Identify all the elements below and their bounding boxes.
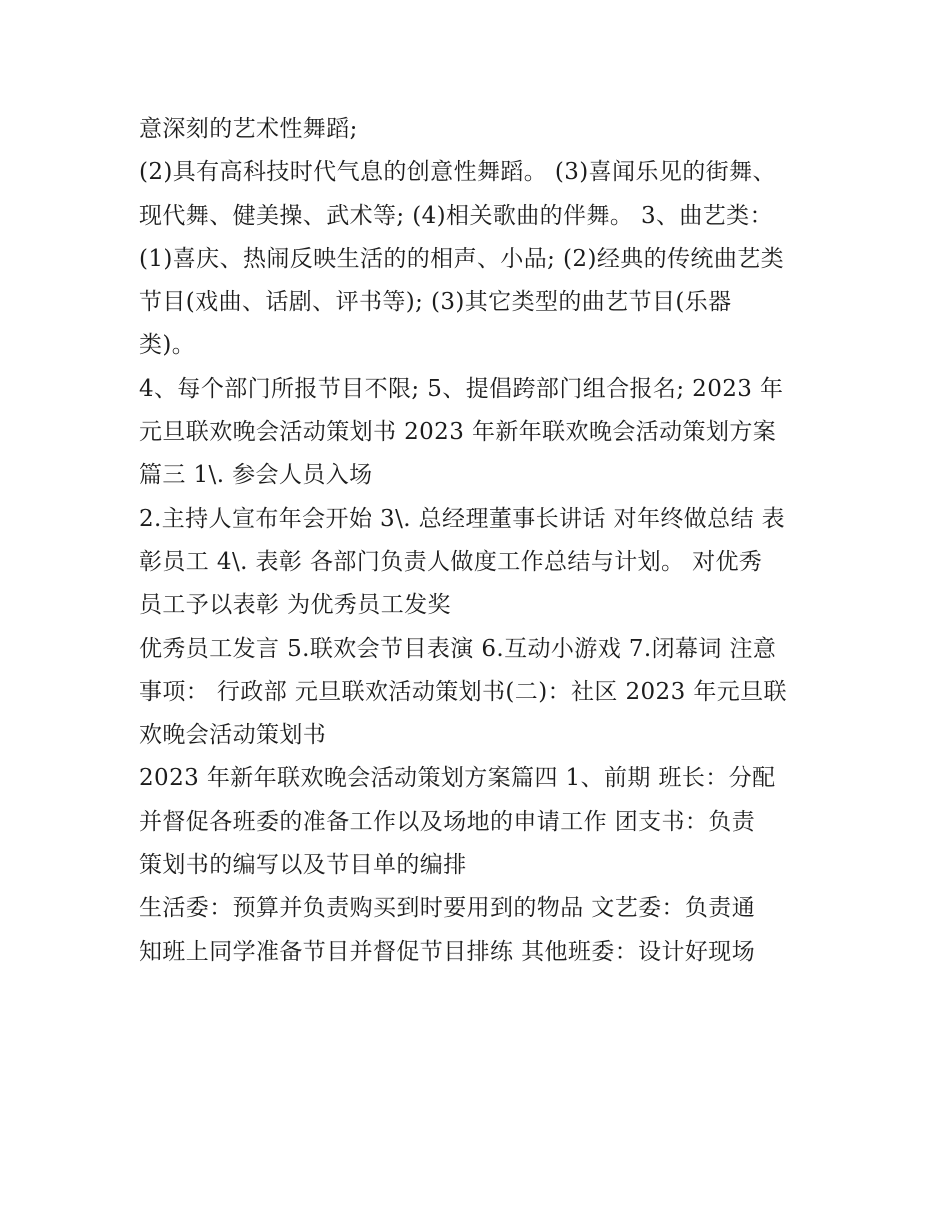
text-line: 意深刻的艺术性舞蹈; [139, 116, 358, 142]
text-line: 欢晚会活动策划书 [139, 722, 327, 749]
text-line: 2.主持人宣布年会开始 3\. 总经理董事长讲话 对年终做总结 表 [139, 505, 786, 532]
text-line: (1)喜庆、热闹反映生活的的相声、小品; (2)经典的传统曲艺类 [139, 245, 785, 272]
text-line: 现代舞、健美操、武术等; (4)相关歌曲的伴舞。 3、曲艺类： [139, 202, 773, 229]
text-line: 员工予以表彰 为优秀员工发奖 [139, 592, 451, 619]
text-line: 策划书的编写以及节目单的编排 [139, 852, 467, 879]
text-line: 生活委：预算并负责购买到时要用到的物品 文艺委：负责通 [139, 895, 756, 922]
text-line: 类)。 [139, 332, 196, 359]
text-line: 优秀员工发言 5.联欢会节目表演 6.互动小游戏 7.闭幕词 注意 [139, 635, 777, 662]
document-body [139, 108, 839, 974]
text-line: 4、每个部门所报节目不限; 5、提倡跨部门组合报名; 2023 年 [139, 375, 784, 402]
text-line: 元旦联欢晚会活动策划书 2023 年新年联欢晚会活动策划方案 [139, 419, 777, 446]
text-line: 篇三 1\. 参会人员入场 [139, 462, 373, 489]
text-line: 节目(戏曲、话剧、评书等); (3)其它类型的曲艺节目(乐器 [139, 289, 732, 316]
text-line: (2)具有高科技时代气息的创意性舞蹈。 (3)喜闻乐见的街舞、 [139, 159, 776, 186]
text-line: 彰员工 4\. 表彰 各部门负责人做度工作总结与计划。 对优秀 [139, 548, 763, 575]
text-line: 并督促各班委的准备工作以及场地的申请工作 团支书：负责 [139, 808, 756, 835]
text-line: 2023 年新年联欢晚会活动策划方案篇四 1、前期 班长：分配 [139, 765, 776, 792]
text-line: 事项： 行政部 元旦联欢活动策划书(二)：社区 2023 年元旦联 [139, 678, 787, 705]
text-line: 知班上同学准备节目并督促节目排练 其他班委：设计好现场 [139, 938, 756, 965]
